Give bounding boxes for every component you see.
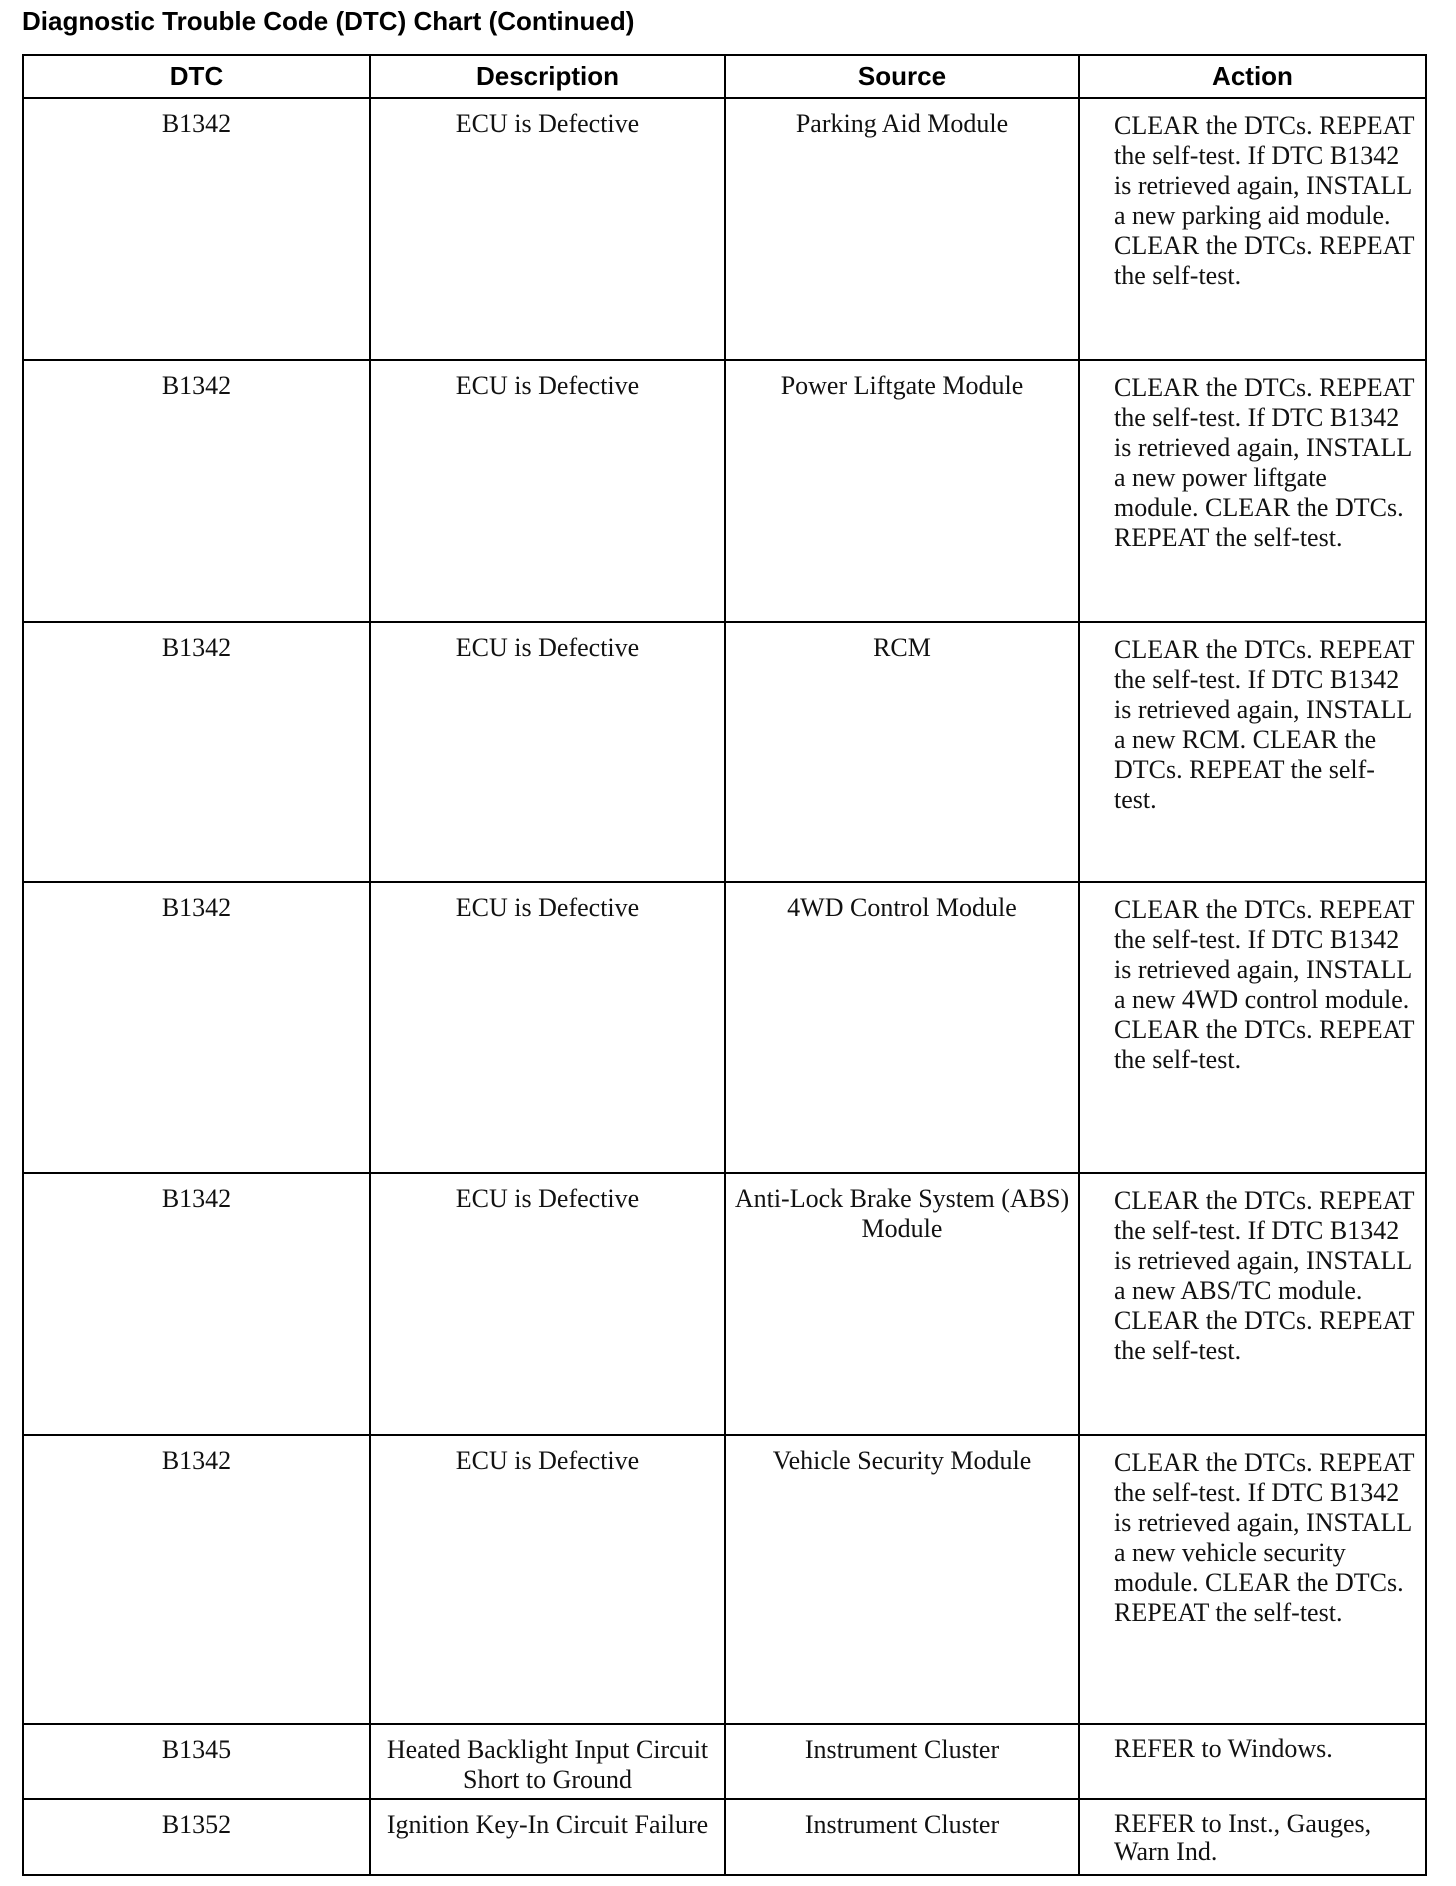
action-cell: CLEAR the DTCs. REPEAT the self-test. If DTC B1342 is retrieved again, INSTALL a new RCM. CLEAR the DTCs. REPEAT the self-test. xyxy=(1079,622,1426,882)
action-cell: CLEAR the DTCs. REPEAT the self-test. If DTC B1342 is retrieved again, INSTALL a new ABS/TC module. CLEAR the DTCs. REPEAT the self-test. xyxy=(1079,1173,1426,1435)
column-header-action: Action xyxy=(1079,55,1426,98)
source-cell: Power Liftgate Module xyxy=(725,360,1079,622)
table-header-row xyxy=(23,55,1426,98)
table-row xyxy=(23,1435,1426,1724)
source-cell: Parking Aid Module xyxy=(725,98,1079,360)
description-cell: ECU is Defective xyxy=(370,98,725,360)
dtc-cell: B1342 xyxy=(23,622,370,882)
source-cell: Instrument Cluster xyxy=(725,1724,1079,1799)
source-cell: Vehicle Security Module xyxy=(725,1435,1079,1724)
table-row xyxy=(23,1173,1426,1435)
dtc-cell: B1342 xyxy=(23,360,370,622)
column-header-source: Source xyxy=(725,55,1079,98)
column-header-description: Description xyxy=(370,55,725,98)
description-cell: ECU is Defective xyxy=(370,1173,725,1435)
description-cell: ECU is Defective xyxy=(370,882,725,1173)
source-cell: 4WD Control Module xyxy=(725,882,1079,1173)
table-row xyxy=(23,1799,1426,1875)
dtc-cell: B1342 xyxy=(23,1435,370,1724)
description-cell: ECU is Defective xyxy=(370,1435,725,1724)
table-row xyxy=(23,622,1426,882)
source-cell: RCM xyxy=(725,622,1079,882)
dtc-cell: B1342 xyxy=(23,1173,370,1435)
dtc-cell: B1352 xyxy=(23,1799,370,1875)
action-cell: REFER to Inst., Gauges, Warn Ind. xyxy=(1079,1799,1426,1875)
dtc-cell: B1342 xyxy=(23,98,370,360)
page-title: Diagnostic Trouble Code (DTC) Chart (Continued) xyxy=(22,6,635,36)
table-row xyxy=(23,360,1426,622)
table-row xyxy=(23,98,1426,360)
source-cell: Anti-Lock Brake System (ABS) Module xyxy=(725,1173,1079,1435)
source-cell: Instrument Cluster xyxy=(725,1799,1079,1875)
action-cell: CLEAR the DTCs. REPEAT the self-test. If DTC B1342 is retrieved again, INSTALL a new vehicle security module. CLEAR the DTCs. REPEAT the self-test. xyxy=(1079,1435,1426,1724)
action-cell: REFER to Windows. xyxy=(1079,1724,1426,1799)
dtc-table xyxy=(22,54,1427,1876)
table-row xyxy=(23,882,1426,1173)
description-cell: Heated Backlight Input Circuit Short to Ground xyxy=(370,1724,725,1799)
description-cell: ECU is Defective xyxy=(370,622,725,882)
dtc-cell: B1342 xyxy=(23,882,370,1173)
column-header-dtc: DTC xyxy=(23,55,370,98)
dtc-cell: B1345 xyxy=(23,1724,370,1799)
action-cell: CLEAR the DTCs. REPEAT the self-test. If DTC B1342 is retrieved again, INSTALL a new power liftgate module. CLEAR the DTCs. REPEAT the self-test. xyxy=(1079,360,1426,622)
description-cell: Ignition Key-In Circuit Failure xyxy=(370,1799,725,1875)
action-cell: CLEAR the DTCs. REPEAT the self-test. If DTC B1342 is retrieved again, INSTALL a new parking aid module. CLEAR the DTCs. REPEAT the self-test. xyxy=(1079,98,1426,360)
table-row xyxy=(23,1724,1426,1799)
action-cell: CLEAR the DTCs. REPEAT the self-test. If DTC B1342 is retrieved again, INSTALL a new 4WD control module. CLEAR the DTCs. REPEAT the self-test. xyxy=(1079,882,1426,1173)
description-cell: ECU is Defective xyxy=(370,360,725,622)
